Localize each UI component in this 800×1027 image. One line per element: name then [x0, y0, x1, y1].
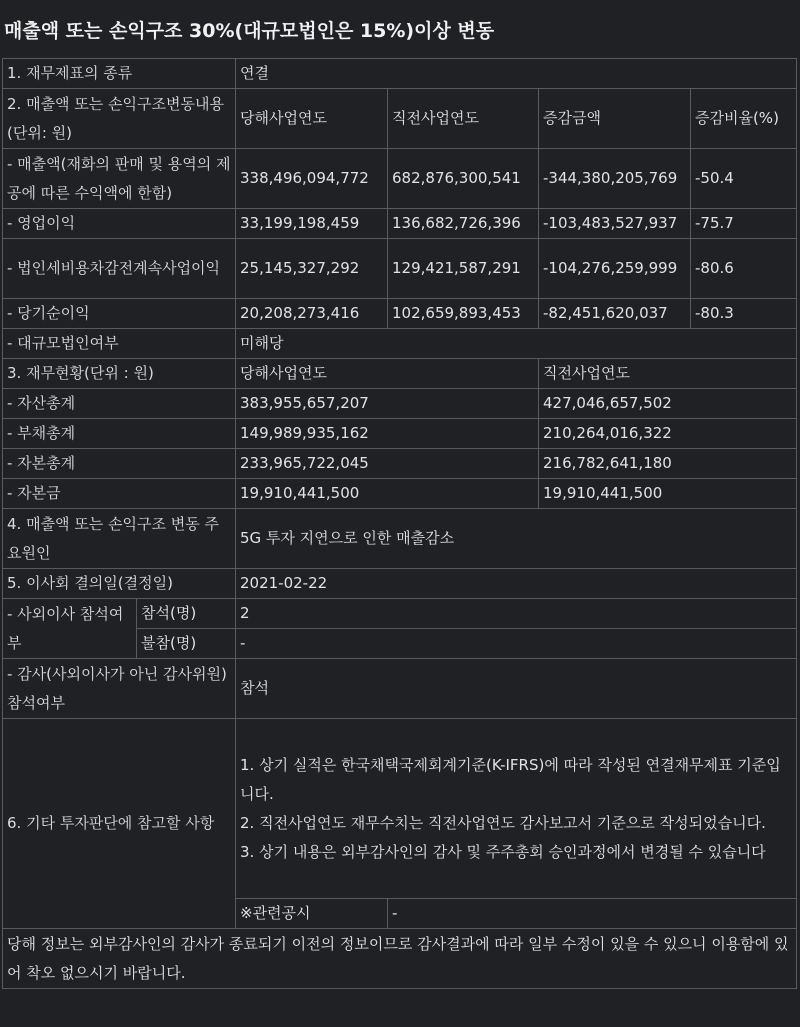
statement-type-label: 1. 재무제표의 종류 [3, 59, 236, 89]
net-income-label: - 당기순이익 [3, 299, 236, 329]
operating-income-current: 33,199,198,459 [236, 209, 388, 239]
total-equity-previous: 216,782,641,180 [539, 449, 797, 479]
total-liabilities-previous: 210,264,016,322 [539, 419, 797, 449]
revenue-change: -344,380,205,769 [539, 149, 691, 209]
operating-income-label: - 영업이익 [3, 209, 236, 239]
table-row-capital-stock [3, 479, 797, 509]
pretax-income-label: - 법인세비용차감전계속사업이익 [3, 239, 236, 299]
net-income-previous: 102,659,893,453 [388, 299, 539, 329]
balance-header-current: 당해사업연도 [236, 359, 539, 389]
other-notes-row [3, 719, 797, 899]
disclosure-table [2, 58, 797, 989]
income-header-row [3, 89, 797, 149]
board-date-value: 2021-02-22 [236, 569, 797, 599]
table-row-revenue [3, 149, 797, 209]
operating-income-change: -103,483,527,937 [539, 209, 691, 239]
board-date-row [3, 569, 797, 599]
total-liabilities-current: 149,989,935,162 [236, 419, 539, 449]
revenue-ratio: -50.4 [691, 149, 797, 209]
balance-header-previous: 직전사업연도 [539, 359, 797, 389]
auditor-value: 참석 [236, 659, 797, 719]
related-disclosure-value: - [388, 899, 797, 929]
header-current-year: 당해사업연도 [236, 89, 388, 149]
table-row-pretax-income [3, 239, 797, 299]
revenue-label: - 매출액(재화의 판매 및 용역의 제공에 따른 수익액에 한함) [3, 149, 236, 209]
absent-count-label: 불참(명) [137, 629, 236, 659]
outside-director-attend-row [3, 599, 797, 629]
pretax-income-ratio: -80.6 [691, 239, 797, 299]
table-row-total-equity [3, 449, 797, 479]
table-row-total-assets [3, 389, 797, 419]
auditor-label: - 감사(사외이사가 아닌 감사위원)참석여부 [3, 659, 236, 719]
note-item: 3. 상기 내용은 외부감사인의 감사 및 주주총회 승인과정에서 변경될 수 있습니다 [240, 842, 766, 861]
outside-director-label: - 사외이사 참석여부 [3, 599, 137, 659]
pretax-income-change: -104,276,259,999 [539, 239, 691, 299]
auditor-row [3, 659, 797, 719]
total-assets-previous: 427,046,657,502 [539, 389, 797, 419]
pretax-income-previous: 129,421,587,291 [388, 239, 539, 299]
statement-type-row [3, 59, 797, 89]
total-equity-label: - 자본총계 [3, 449, 236, 479]
statement-type-value: 연결 [236, 59, 797, 89]
other-notes-label: 6. 기타 투자판단에 참고할 사항 [3, 719, 236, 929]
net-income-current: 20,208,273,416 [236, 299, 388, 329]
footer-row [3, 929, 797, 989]
header-change-ratio: 증감비율(%) [691, 89, 797, 149]
change-cause-value: 5G 투자 지연으로 인한 매출감소 [236, 509, 797, 569]
change-cause-label: 4. 매출액 또는 손익구조 변동 주요원인 [3, 509, 236, 569]
note-item: 2. 직전사업연도 재무수치는 직전사업연도 감사보고서 기준으로 작성되었습니다. [240, 813, 766, 832]
large-corp-value: 미해당 [236, 329, 797, 359]
total-assets-label: - 자산총계 [3, 389, 236, 419]
balance-header-row [3, 359, 797, 389]
header-previous-year: 직전사업연도 [388, 89, 539, 149]
absent-count-value: - [236, 629, 797, 659]
net-income-change: -82,451,620,037 [539, 299, 691, 329]
table-row-total-liabilities [3, 419, 797, 449]
capital-stock-previous: 19,910,441,500 [539, 479, 797, 509]
revenue-current: 338,496,094,772 [236, 149, 388, 209]
revenue-previous: 682,876,300,541 [388, 149, 539, 209]
capital-stock-current: 19,910,441,500 [236, 479, 539, 509]
page-title: 매출액 또는 손익구조 30%(대규모법인은 15%)이상 변동 [4, 19, 495, 42]
pretax-income-current: 25,145,327,292 [236, 239, 388, 299]
attend-count-label: 참석(명) [137, 599, 236, 629]
total-liabilities-label: - 부채총계 [3, 419, 236, 449]
note-item: 1. 상기 실적은 한국채택국제회계기준(K-IFRS)에 따라 작성된 연결재무제표 기준입니다. [240, 755, 781, 803]
table-row-net-income [3, 299, 797, 329]
other-notes-content [236, 719, 797, 899]
change-cause-row [3, 509, 797, 569]
total-equity-current: 233,965,722,045 [236, 449, 539, 479]
table-row-operating-income [3, 209, 797, 239]
large-corp-row [3, 329, 797, 359]
balance-section-label: 3. 재무현황(단위 : 원) [3, 359, 236, 389]
net-income-ratio: -80.3 [691, 299, 797, 329]
board-date-label: 5. 이사회 결의일(결정일) [3, 569, 236, 599]
income-section-label: 2. 매출액 또는 손익구조변동내용(단위: 원) [3, 89, 236, 149]
capital-stock-label: - 자본금 [3, 479, 236, 509]
related-disclosure-label: ※관련공시 [236, 899, 388, 929]
attend-count-value: 2 [236, 599, 797, 629]
operating-income-ratio: -75.7 [691, 209, 797, 239]
large-corp-label: - 대규모법인여부 [3, 329, 236, 359]
total-assets-current: 383,955,657,207 [236, 389, 539, 419]
operating-income-previous: 136,682,726,396 [388, 209, 539, 239]
footer-notice: 당해 정보는 외부감사인의 감사가 종료되기 이전의 정보이므로 감사결과에 따라 일부 수정이 있을 수 있으니 이용함에 있어 착오 없으시기 바랍니다. [3, 929, 797, 989]
header-change-amount: 증감금액 [539, 89, 691, 149]
